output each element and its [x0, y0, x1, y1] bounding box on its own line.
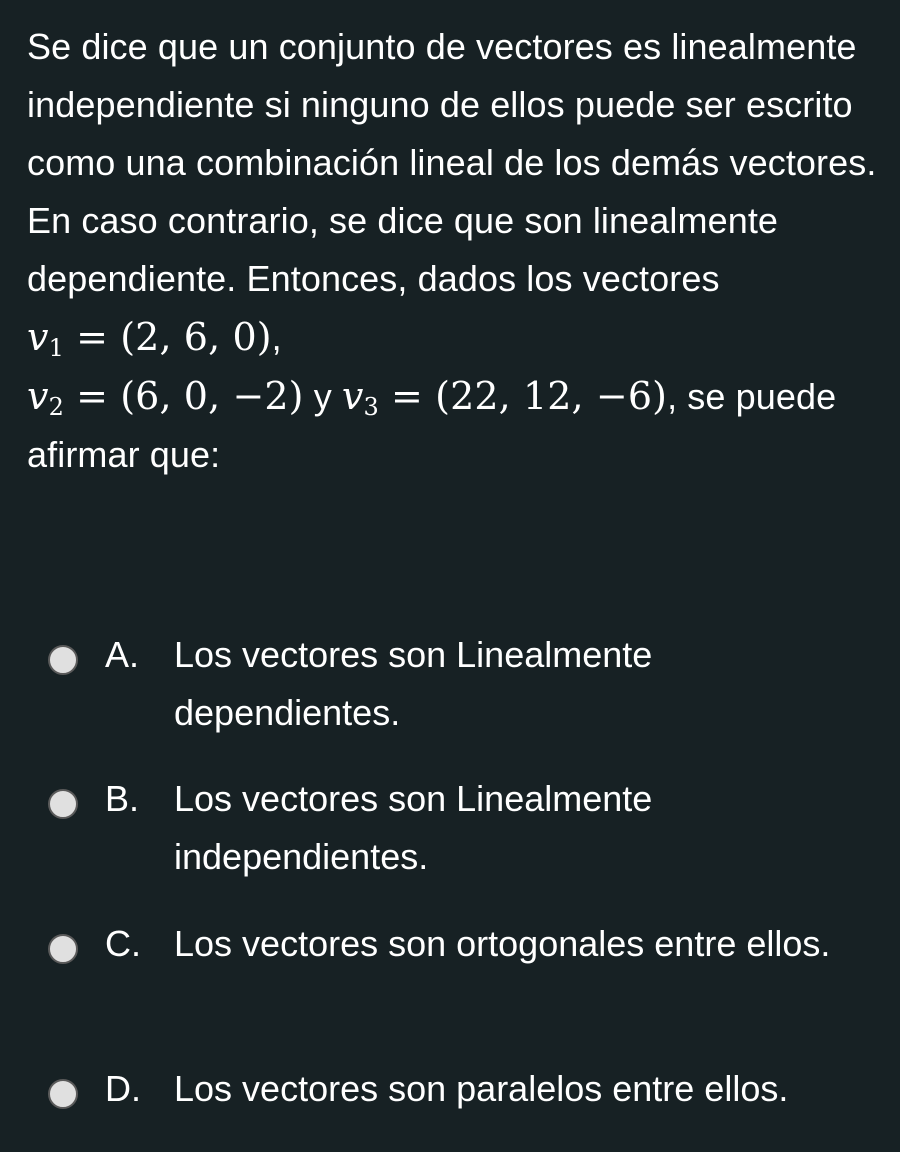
option-label: Los vectores son ortogonales entre ellos. [174, 923, 831, 964]
radio-button-c[interactable] [48, 934, 78, 964]
option-letter: A. [105, 634, 140, 675]
vector-v3: $v_3 = (22$, 12, −6) [341, 374, 668, 421]
vector-v2: $v_2 = (6$, 0, −2) [27, 374, 304, 421]
question-ending: , se puede afirmar que: [27, 376, 837, 475]
comma: , [271, 317, 282, 358]
question-intro: Se dice que un conjunto de vectores es linealmente independiente si ninguno de ellos puede ser escrito como una combinación lineal de los demás vectores. En caso contrario, se dice que son linealmente dependiente. Entonces, dados los vectores [27, 26, 877, 299]
question-text [27, 18, 877, 484]
option-label: Los vectores son Linealmente dependientes. [174, 634, 653, 733]
option-letter: D. [105, 1068, 141, 1109]
vector-v1: $v_1 = (2$, 6, 0) [27, 315, 272, 362]
option-letter: C. [105, 923, 141, 964]
option-letter: B. [105, 778, 140, 819]
radio-button-d[interactable] [48, 1079, 78, 1109]
radio-button-a[interactable] [48, 645, 78, 675]
option-label: Los vectores son Linealmente independientes. [174, 778, 653, 877]
option-label: Los vectores son paralelos entre ellos. [174, 1068, 789, 1109]
radio-button-b[interactable] [48, 789, 78, 819]
connector: y [303, 376, 342, 417]
